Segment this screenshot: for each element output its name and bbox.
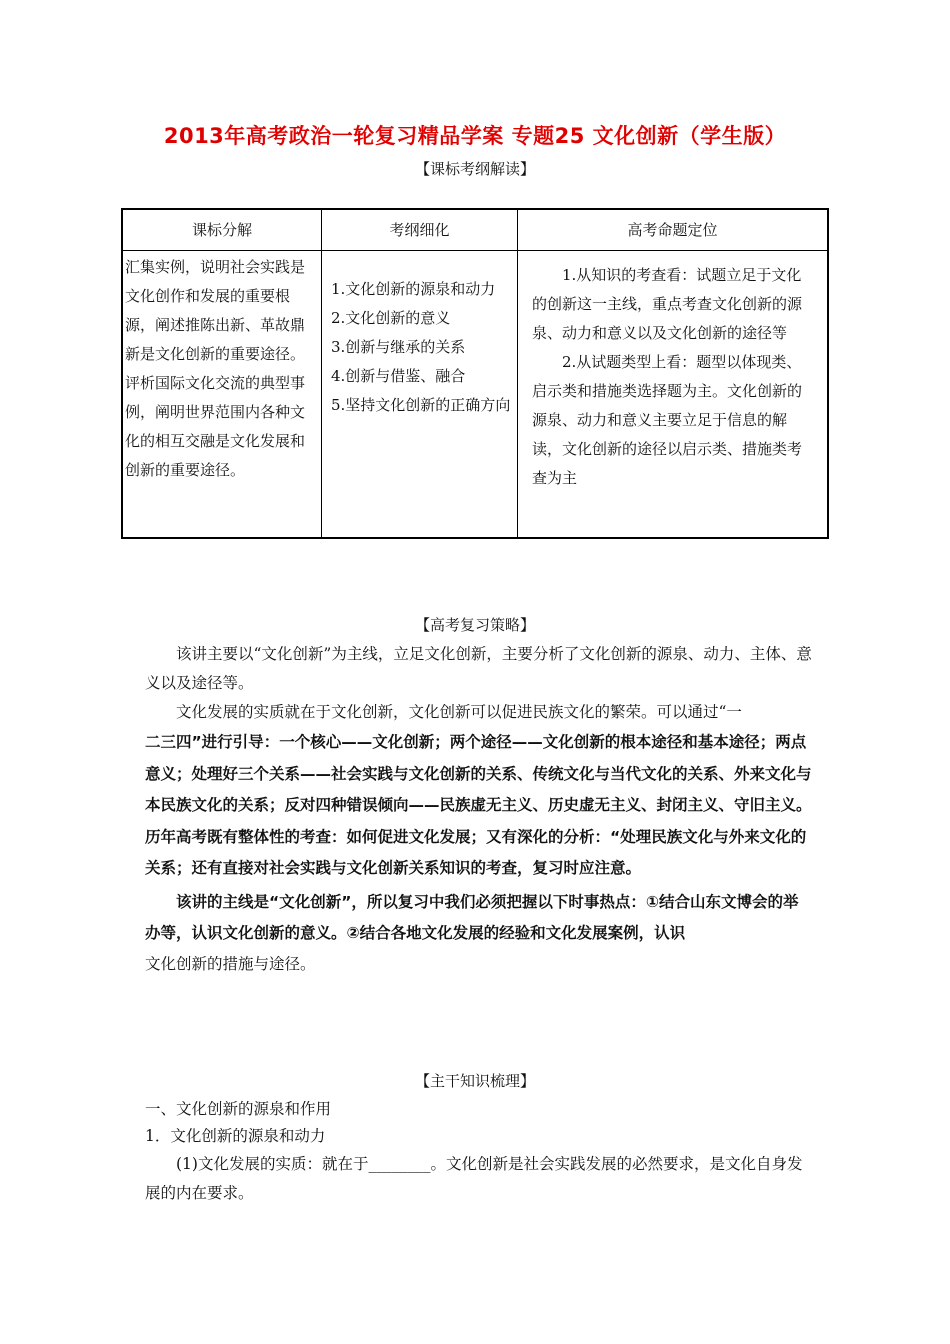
strategy-paragraph: 文化发展的实质就在于文化创新，文化创新可以促进民族文化的繁荣。可以通过“一 (176, 703, 742, 721)
heading-main-knowledge: 【主干知识梳理】 (414, 1072, 535, 1090)
table-header-cell: 考纲细化 (322, 209, 518, 251)
curriculum-table (121, 208, 829, 539)
strategy-paragraph: 该讲主要以“文化创新”为主线，立足文化创新，主要分析了文化创新的源泉、动力、主体、意义以及途径等。 (145, 645, 812, 692)
outline-item: 2.文化创新的意义 (331, 309, 451, 327)
knowledge-paragraph-wrap (145, 1150, 813, 1208)
strategy-paragraph-bold: 该讲的主线是“文化创新”，所以复习中我们必须把握以下时事热点：①结合山东文博会的举办等，认识文化创新的意义。②结合各地文化发展的经验和文化发展案例，认识 (145, 892, 799, 942)
knowledge-paragraph: (1)文化发展的实质：就在于________。文化创新是社会实践发展的必然要求，是文化自身发展的内在要求。 (145, 1155, 803, 1202)
table-cell-curriculum: 汇集实例，说明社会实践是文化创作和发展的重要根源，阐述推陈出新、革故鼎新是文化创新的重要途径。评析国际文化交流的典型事例，阐明世界范围内各种文化的相互交融是文化发展和创新的重要途径。 (122, 251, 322, 539)
exam-point: 2.从试题类型上看：题型以体现类、启示类和措施类选择题为主。文化创新的源泉、动力和意义主要立足于信息的解读，文化创新的途径以启示类、措施类考查为主 (532, 353, 803, 487)
exam-point: 1.从知识的考查看：试题立足于文化的创新这一主线，重点考查文化创新的源泉、动力和意义以及文化创新的途径等 (532, 266, 803, 342)
outline-item: 3.创新与继承的关系 (331, 338, 466, 356)
outline-item: 4.创新与借鉴、融合 (331, 367, 466, 385)
outline-item: 5.坚持文化创新的正确方向 (331, 396, 511, 414)
document-title: 2013年高考政治一轮复习精品学案 专题25 文化创新（学生版） (163, 124, 787, 148)
heading-curriculum-interpretation: 【课标考纲解读】 (414, 160, 535, 178)
strategy-paragraph-end: 文化创新的措施与途径。 (145, 954, 316, 973)
table-header-row (122, 209, 828, 251)
strategy-paragraph-bold: 二三四”进行引导：一个核心——文化创新；两个途径——文化创新的根本途径和基本途径；两点意义；处理好三个关系——社会实践与文化创新的关系、传统文化与当代文化的关系、外来文化与本民族文化的关系；反对四种错误倾向——民族虚无主义、历史虚无主义、封闭主义、守旧主义。历年高考既有整体性的考查：如何促进文化发展；又有深化的分析：“处理民族文化与外来文化的关系；还有直接对社会实践与文化创新关系知识的考查，复习时应注意。 (145, 733, 812, 877)
strategy-section (145, 640, 813, 979)
knowledge-heading-1: 一、文化创新的源泉和作用 (145, 1100, 332, 1118)
table-row (122, 251, 828, 539)
outline-item: 1.文化创新的源泉和动力 (331, 280, 496, 298)
table-header-cell: 课标分解 (122, 209, 322, 251)
heading-review-strategy: 【高考复习策略】 (414, 616, 535, 634)
table-header-cell: 高考命题定位 (518, 209, 829, 251)
knowledge-heading-2: 1．文化创新的源泉和动力 (145, 1127, 326, 1145)
table-cell-exam-positioning (518, 251, 829, 539)
table-cell-outline (322, 251, 518, 539)
